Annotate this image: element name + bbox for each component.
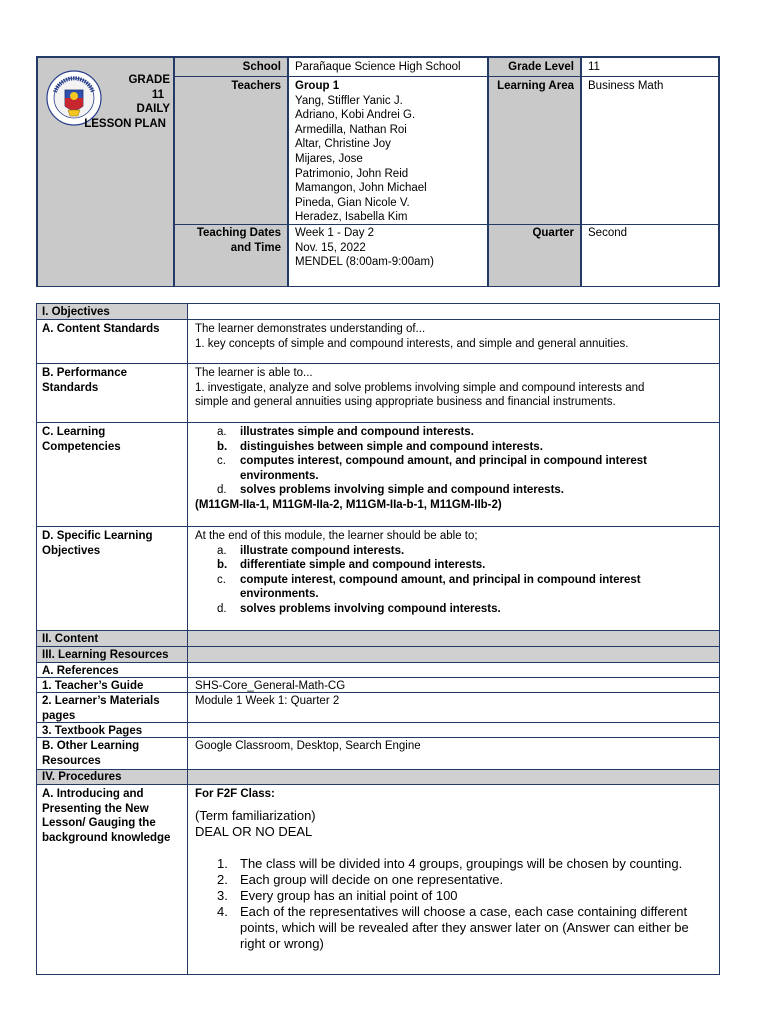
performance-standards-row	[37, 364, 719, 423]
list-item	[195, 425, 715, 440]
list-item-text: solves problems involving compound interests.	[240, 602, 501, 615]
list-item	[195, 904, 715, 952]
list-item	[195, 888, 715, 904]
teacher-name: Pineda, Gian Nicole V.	[295, 196, 410, 209]
list-item-text: differentiate simple and compound interests.	[240, 559, 486, 572]
content-standards-row	[37, 320, 719, 364]
teaching-dates-value	[288, 224, 488, 287]
content-standards-intro: The learner demonstrates understanding of...	[195, 323, 426, 335]
teacher-name: Armedilla, Nathan Roi	[295, 123, 407, 136]
teaching-dates-label	[174, 224, 288, 287]
teacher-name: Patrimonio, John Reid	[295, 167, 409, 180]
list-marker: c.	[217, 455, 226, 468]
introducing-label-line: background knowledge	[42, 831, 171, 844]
objectives-row	[37, 304, 719, 320]
introducing-label	[37, 785, 188, 974]
performance-standards-value	[188, 364, 719, 422]
competencies-list	[195, 425, 715, 498]
procedures-row	[37, 770, 719, 785]
specific-label-line: Objectives	[42, 544, 101, 557]
references-label: A. References	[37, 663, 188, 677]
content-row	[37, 631, 719, 647]
teaching-dates-label-line: Teaching Dates	[196, 227, 281, 239]
list-item	[195, 483, 715, 498]
specific-objectives-list	[195, 544, 715, 617]
competencies-value	[188, 423, 719, 526]
list-item	[195, 573, 715, 602]
other-resources-label	[37, 738, 188, 769]
list-item	[195, 602, 715, 617]
term-familiarization: (Term familiarization)	[195, 807, 316, 823]
grade-level-value: 11	[581, 57, 719, 77]
list-item-text: Each group will decide on one representative.	[240, 871, 504, 887]
list-item-text: illustrate compound interests.	[240, 544, 405, 557]
title-line: DAILY	[136, 103, 170, 116]
list-item-text: solves problems involving simple and compound interests.	[240, 484, 564, 497]
references-row	[37, 663, 719, 678]
learners-label-line: 2. Learner’s Materials	[42, 695, 160, 707]
teaching-dates-label-line: and Time	[230, 241, 281, 254]
performance-standards-label	[37, 364, 188, 422]
competencies-label	[37, 423, 188, 526]
content-standards-label: A. Content Standards	[37, 320, 188, 363]
list-item	[195, 440, 715, 455]
specific-objectives-label	[37, 527, 188, 630]
learning-area-value: Business Math	[581, 76, 719, 225]
specific-intro: At the end of this module, the learner should be able to;	[195, 530, 478, 542]
resources-empty	[188, 647, 719, 662]
list-item	[195, 544, 715, 559]
resources-row	[37, 647, 719, 663]
objectives-empty	[188, 304, 719, 319]
other-label-line: Resources	[42, 754, 101, 767]
title-line: 11	[151, 88, 164, 101]
list-marker: d.	[217, 602, 227, 615]
list-item	[195, 558, 715, 573]
procedures-heading: IV. Procedures	[37, 770, 188, 784]
specific-label-line: D. Specific Learning	[42, 530, 153, 542]
teacher-name: Mijares, Jose	[295, 152, 363, 165]
performance-label-line: Standards	[42, 381, 99, 394]
list-marker: a.	[217, 426, 227, 438]
objectives-heading: I. Objectives	[37, 304, 188, 319]
performance-item-line: 1. investigate, analyze and solve problems involving simple and compound interests and	[195, 381, 645, 394]
list-marker: b.	[217, 559, 228, 572]
list-item-text: Every group has an initial point of 100	[240, 887, 458, 903]
teacher-name: Heradez, Isabella Kim	[295, 211, 408, 224]
list-marker: d.	[217, 484, 227, 497]
competency-codes: (M11GM-IIa-1, M11GM-IIa-2, M11GM-IIa-b-1, M11GM-IIb-2)	[195, 498, 502, 511]
introducing-value	[188, 785, 719, 974]
list-item-text: illustrates simple and compound interests.	[240, 426, 474, 438]
learners-materials-row	[37, 693, 719, 723]
title-line: GRADE	[128, 74, 170, 86]
textbook-label: 3. Textbook Pages	[37, 723, 188, 737]
learners-label-line: pages	[42, 709, 76, 722]
introducing-label-line: Lesson/ Gauging the	[42, 817, 156, 830]
teacher-name: Altar, Christine Joy	[295, 138, 391, 151]
performance-label-line: B. Performance	[42, 367, 128, 379]
procedure-steps	[195, 856, 715, 952]
f2f-heading: For F2F Class:	[195, 788, 275, 800]
learners-materials-value: Module 1 Week 1: Quarter 2	[195, 695, 340, 707]
list-item-text: Each of the representatives will choose a case, each case containing different points, which will be revealed after they answer later on (Answer can either be right or wrong)	[240, 903, 689, 951]
teaching-date-line: Week 1 - Day 2	[295, 227, 375, 239]
list-marker: 1.	[217, 855, 228, 871]
quarter-label: Quarter	[488, 224, 581, 287]
teacher-name: Yang, Stiffler Yanic J.	[295, 94, 403, 107]
school-value: Parañaque Science High School	[288, 57, 488, 77]
lesson-plan-header	[36, 56, 720, 287]
list-item	[195, 856, 715, 872]
list-marker: 3.	[217, 887, 228, 903]
competencies-label-line: C. Learning	[42, 426, 106, 438]
teachers-guide-label: 1. Teacher’s Guide	[37, 678, 188, 692]
list-marker: b.	[217, 440, 228, 453]
performance-intro: The learner is able to...	[195, 367, 313, 379]
list-marker: c.	[217, 573, 226, 586]
list-marker: 4.	[217, 903, 228, 919]
list-item-text: distinguishes between simple and compound interests.	[240, 440, 543, 453]
introducing-label-line: Presenting the New	[42, 802, 149, 815]
teachers-label: Teachers	[174, 76, 288, 225]
performance-item-line: simple and general annuities using appropriate business and financial instruments.	[195, 396, 616, 409]
content-standards-value	[188, 320, 719, 363]
header-logo-cell	[37, 57, 174, 287]
teacher-name: Mamangon, John Michael	[295, 182, 427, 195]
other-resources-row	[37, 738, 719, 770]
quarter-value: Second	[581, 224, 719, 287]
introducing-label-line: A. Introducing and	[42, 788, 144, 800]
list-item	[195, 454, 715, 483]
specific-objectives-value	[188, 527, 719, 630]
other-label-line: B. Other Learning	[42, 740, 140, 752]
introducing-row	[37, 785, 719, 974]
teaching-date-line: MENDEL (8:00am-9:00am)	[295, 256, 434, 269]
teachers-guide-row	[37, 678, 719, 693]
list-marker: a.	[217, 544, 227, 557]
list-item	[195, 872, 715, 888]
other-resources-value: Google Classroom, Desktop, Search Engine	[195, 740, 421, 752]
teachers-group: Group 1	[295, 80, 340, 92]
content-standards-item: 1. key concepts of simple and compound interests, and simple and general annuities.	[195, 337, 629, 350]
school-label: School	[174, 57, 288, 77]
content-empty	[188, 631, 719, 646]
teacher-name: Adriano, Kobi Andrei G.	[295, 109, 416, 122]
references-empty	[188, 663, 719, 677]
grade-level-label: Grade Level	[488, 57, 581, 77]
teachers-guide-value: SHS-Core_General-Math-CG	[195, 680, 346, 692]
competencies-row	[37, 423, 719, 527]
content-heading: II. Content	[37, 631, 188, 646]
list-item-text: The class will be divided into 4 groups, groupings will be chosen by counting.	[240, 855, 683, 871]
lesson-plan-title	[52, 73, 170, 131]
competencies-label-line: Competencies	[42, 440, 121, 453]
teaching-date-line: Nov. 15, 2022	[295, 241, 366, 254]
teachers-list	[288, 76, 488, 225]
title-line: LESSON PLAN	[84, 117, 166, 130]
textbook-row	[37, 723, 719, 738]
list-item-text: computes interest, compound amount, and principal in compound interest environments.	[240, 455, 648, 482]
lesson-plan-body	[36, 303, 720, 975]
learning-area-label: Learning Area	[488, 76, 581, 225]
specific-objectives-row	[37, 527, 719, 631]
list-item-text: compute interest, compound amount, and principal in compound interest environments.	[240, 573, 641, 601]
game-title: DEAL OR NO DEAL	[195, 823, 313, 839]
learners-materials-label	[37, 693, 188, 722]
textbook-empty	[188, 723, 719, 737]
procedures-empty	[188, 770, 719, 784]
resources-heading: III. Learning Resources	[37, 647, 188, 662]
list-marker: 2.	[217, 871, 228, 887]
